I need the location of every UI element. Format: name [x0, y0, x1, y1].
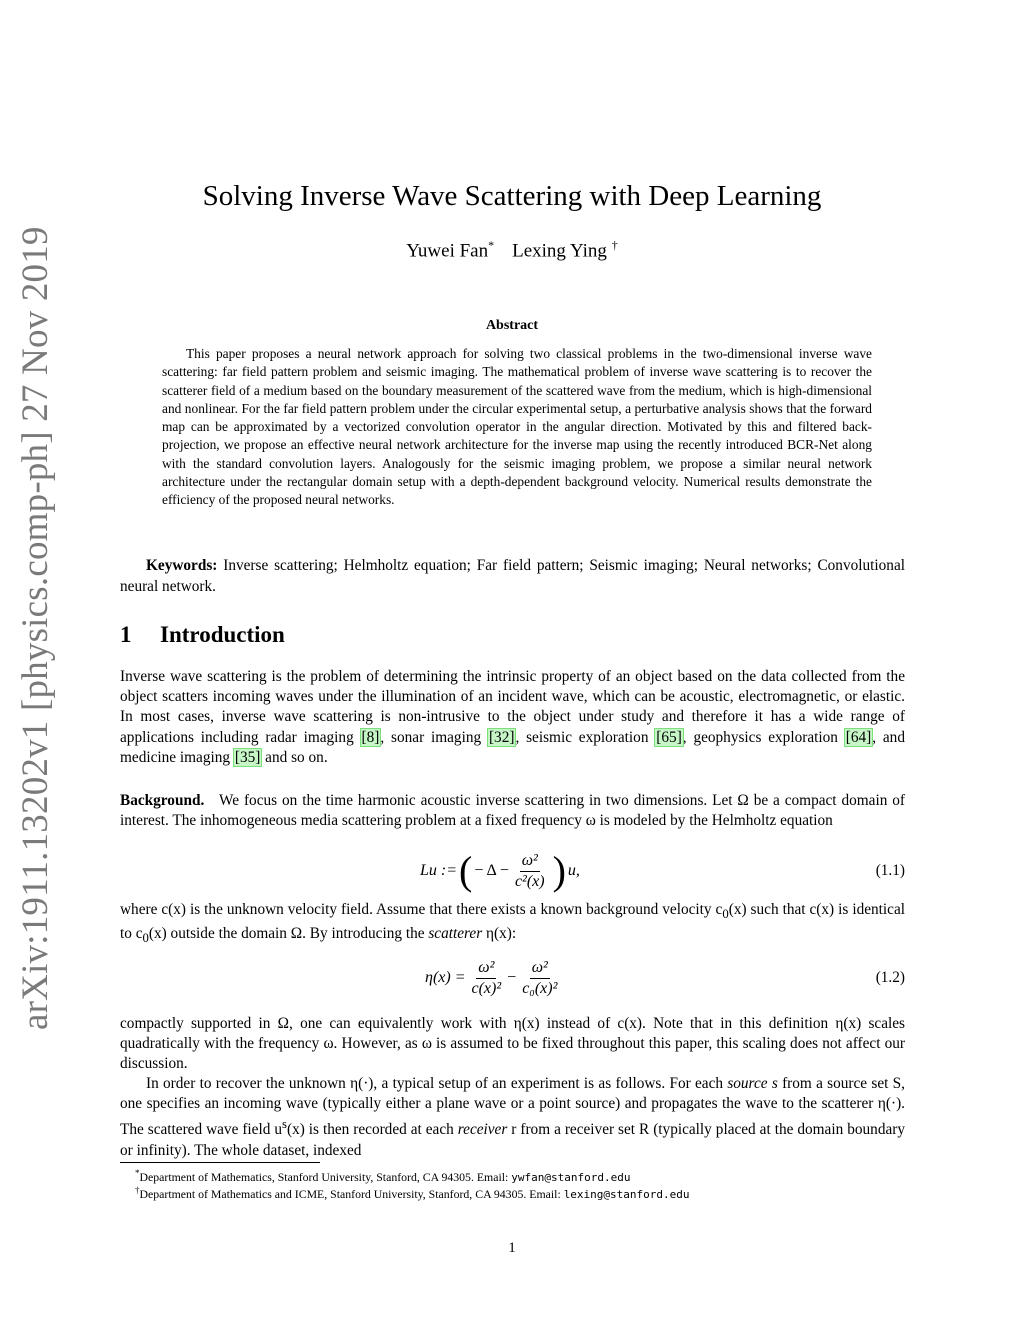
author-name: Lexing Ying	[512, 240, 607, 262]
equation-number[interactable]: (1.2)	[875, 969, 905, 986]
section-number: 1	[120, 622, 132, 647]
eq1-lhs: Lu :=	[420, 862, 458, 879]
footnote-rule	[120, 1162, 320, 1163]
citation-link[interactable]: [64]	[845, 728, 872, 746]
citation-link[interactable]: [8]	[361, 728, 380, 746]
abstract-heading: Abstract	[485, 318, 539, 333]
footnote-2: †Department of Mathematics and ICME, Stanford University, Stanford, CA 94305. Email: lexing@stanford.edu	[135, 1185, 690, 1201]
keywords-text: Inverse scattering; Helmholtz equation; Far field pattern; Seismic imaging; Neural networks; Convolutional neural network.	[120, 557, 905, 595]
footnote-mark[interactable]: †	[611, 238, 618, 252]
abstract-text: This paper proposes a neural network approach for solving two classical problems in the two-dimensional inverse wave scattering: far field pattern problem and seismic imaging. The mathematical problem of inverse wave scattering is to recover the scatterer field of a medium based on the boundary measurement of the scattered wave from the medium, which is high-dimensional and nonlinear. For the far field pattern problem under the circular experimental setup, a perturbative analysis shows that the forward map can be approximated by a vectorized convolution operator in the angular direction. Motivated by this and filtered back-projection, we propose an effective neural network architecture for the inverse map using the recently introduced BCR-Net along with the standard convolution layers. Analogously for the seismic imaging problem, we propose a similar neural network architecture under the rectangular domain setup with a depth-dependent background velocity. Numerical results demonstrate the efficiency of the proposed neural networks.	[162, 346, 872, 508]
equation-number[interactable]: (1.1)	[875, 862, 905, 879]
eq1-operator: − Δ −	[474, 862, 509, 879]
eq2-lhs: η(x) =	[425, 969, 466, 986]
intro-paragraph-3: where c(x) is the unknown velocity field. Assume that there exists a known background velocity $c_0(x)$ such that c(x) is identical to $c_0(x)$ outside the domain Ω. By introducing the scatterer η(x):	[120, 901, 905, 946]
paper-title: Solving Inverse Wave Scattering with Deep Learning	[202, 180, 822, 212]
eq2-fraction-1: $\frac{\text{ω²}}{\text{c(x)²}}$	[471, 958, 502, 997]
intro-paragraph-1: Inverse wave scattering is the problem of determining the intrinsic property of an object based on the data collected from the object scatters incoming waves under the illumination of an incident wave, which can be acoustic, electromagnetic, or elastic. In most cases, inverse wave scattering is non-intrusive to the object under study and therefore it has a wide range of applications including radar imaging [8], sonar imaging [32], seismic exploration [65], geophysics exploration [64], and medicine imaging [35] and so on.	[120, 668, 905, 766]
eq2-fraction-2: $\frac{\text{ω²}}{\text{c₀(x)²}}$	[522, 958, 558, 997]
background-label: Background.	[120, 792, 205, 809]
section-title: Introduction	[160, 622, 285, 647]
eq1-fraction: $\frac{\text{ω²}}{\text{c²(x)}}$	[514, 851, 545, 890]
footnote-1: *Department of Mathematics, Stanford University, Stanford, CA 94305. Email: ywfan@stanford.edu	[135, 1168, 631, 1184]
intro-paragraph-5: In order to recover the unknown η(·), a typical setup of an experiment is as follows. For each source s from a source set S, one specifies an incoming wave (typically either a plane wave or a point source) and propagates the wave to the scatterer η(·). The scattered wave field $u^s(x)$ is then recorded at each receiver r from a receiver set R (typically placed at the domain boundary or infinity). The whole dataset, indexed	[120, 1075, 905, 1159]
keywords-label: Keywords:	[146, 557, 218, 574]
citation-link[interactable]: [35]	[234, 748, 261, 766]
keywords	[120, 556, 905, 597]
intro-paragraph-4: compactly supported in Ω, one can equivalently work with η(x) instead of c(x). Note that in this definition η(x) scales quadratically with the frequency ω. However, as ω is assumed to be fixed throughout this paper, this scaling does not affect our discussion.	[120, 1015, 905, 1073]
email-link[interactable]: lexing@stanford.edu	[563, 1187, 690, 1201]
email-link[interactable]: ywfan@stanford.edu	[511, 1170, 631, 1184]
equation-1-1: Lu := ( − Δ − $\frac{\text{ω²}}{\text{c²(x)}}$ ) u, (1.1)	[420, 848, 905, 893]
author-line	[0, 238, 1024, 262]
equation-1-2: η(x) = $\frac{\text{ω²}}{\text{c(x)²}}$ − $\frac{\text{ω²}}{\text{c₀(x)²}}$ (1.2)	[425, 958, 905, 997]
citation-link[interactable]: [32]	[488, 728, 515, 746]
citation-link[interactable]: [65]	[656, 728, 682, 746]
page-number: 1	[508, 1240, 516, 1256]
arxiv-identifier-stamp: arXiv:1911.13202v1 [physics.comp-ph] 27 Nov 2019	[15, 226, 56, 1030]
author-name: Yuwei Fan	[406, 240, 489, 262]
section-heading	[120, 622, 285, 648]
background-paragraph: Background. We focus on the time harmonic acoustic inverse scattering in two dimensions. Let Ω be a compact domain of interest. The inhomogeneous media scattering problem at a fixed frequency ω is modeled by the Helmholtz equation	[120, 792, 905, 830]
footnote-mark[interactable]: *	[488, 238, 495, 252]
eq1-tail: u,	[567, 862, 580, 879]
